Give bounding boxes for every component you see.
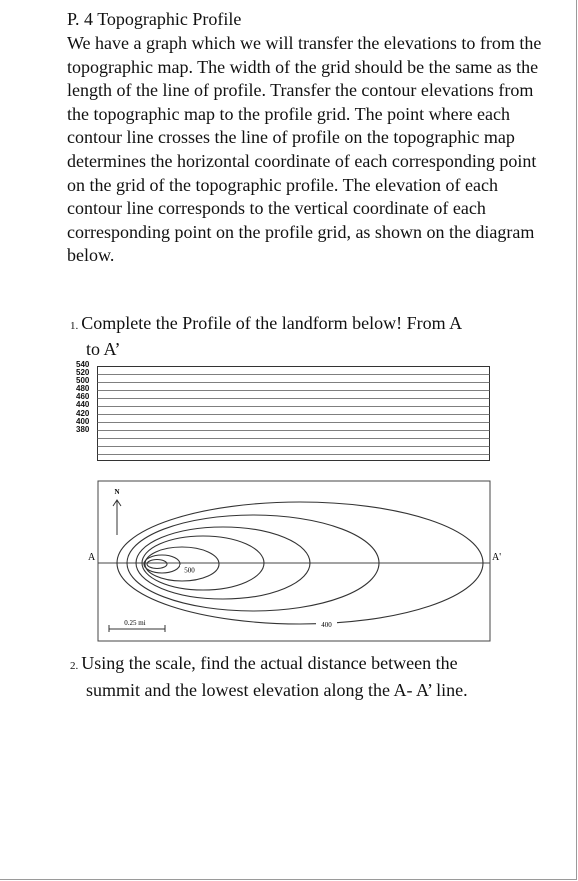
elevation-label: 460 [76, 392, 90, 402]
question-2-text-line-1: Using the scale, find the actual distance between the [81, 653, 458, 673]
contour-label-400: 400 [321, 621, 332, 629]
question-1-text-line-1: Complete the Profile of the landform below! From A [81, 313, 463, 333]
elevation-label: 540 [76, 360, 90, 369]
profile-elevation-labels [76, 361, 96, 434]
question-1-text-line-2: to A’ [86, 339, 121, 359]
elevation-label: 500 [76, 376, 90, 386]
point-a-label: A [88, 552, 96, 563]
elevation-label: 420 [76, 408, 90, 418]
contour-label-500: 500 [184, 566, 195, 575]
question-2-text-line-2: summit and the lowest elevation along the A- A’ line. [86, 680, 468, 700]
elevation-label: 400 [76, 416, 90, 426]
question-2-number: 2. [70, 660, 79, 672]
north-label: N [114, 488, 120, 496]
scale-label: 0.25 mi [124, 619, 146, 627]
point-a-prime-label: A' [492, 552, 502, 563]
elevation-label: 520 [76, 368, 90, 378]
elevation-label: 380 [76, 424, 90, 434]
profile-grid[interactable] [97, 366, 491, 462]
topographic-map [85, 480, 510, 645]
elevation-label: 480 [76, 384, 90, 394]
question-1 [70, 312, 540, 361]
question-2 [70, 651, 540, 702]
question-1-number: 1. [70, 320, 79, 332]
elevation-label: 440 [76, 400, 90, 410]
page-title: P. 4 Topographic Profile [67, 9, 242, 29]
intro-paragraph: We have a graph which we will transfer the elevations to from the topographic map. The width of the grid should be the same as the length of the line of profile. Transfer the contour elevations from the topographic map to the profile grid. The point where each contour line crosses the line of profile on the topographic map determines the horizontal coordinate of each corresponding point on the grid of the topographic profile. The elevation of each contour line corresponds to the vertical coordinate of each corresponding point on the profile grid, as shown on the diagram below. [67, 33, 542, 266]
